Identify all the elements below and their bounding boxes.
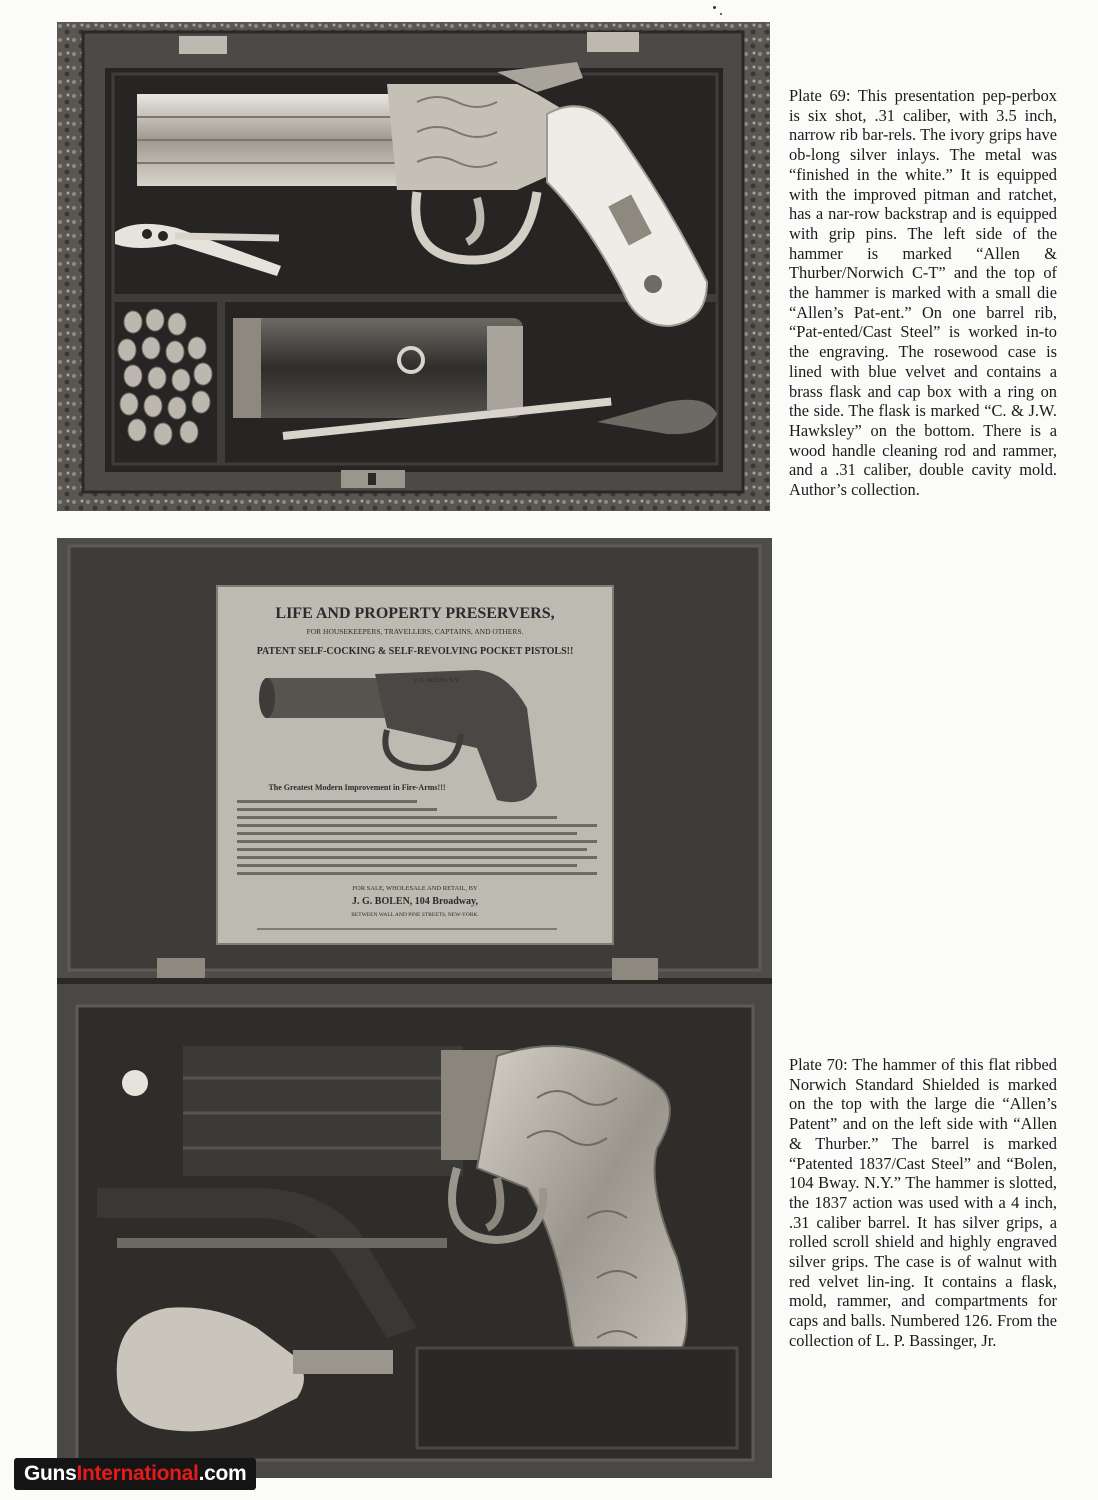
hinge-left	[157, 958, 205, 978]
hinge-right	[587, 32, 639, 52]
plate-69-caption: Plate 69: This presentation pep-perbox is six shot, .31 caliber, with 3.5 inch, narrow rib bar-rels. The ivory grips have ob-long silver inlays. The metal was “finished in the white.” It is equipped with the improved pitman and ratchet, has a nar-row backstrap and is equipped with grip pins. The left side of the hammer is marked “Allen & Thurber/Norwich C-T” and the top of the hammer is marked with a small die “Allen’s Pat-ent.” On one barrel rib, “Pat-ented/Cast Steel” is worked in-to the engraving. The rosewood case is lined with blue velvet and contains a brass flask and cap box with a ring on the side. The flask is marked “C. & J.W. Hawksley” on the bottom. There is a wood handle cleaning rod and rammer, and a .31 caliber, double cavity mold. Author’s collection.	[789, 86, 1057, 500]
case-label	[217, 586, 613, 944]
hinge-left	[179, 36, 227, 54]
plate-69-case-illustration	[57, 22, 770, 511]
label-subhead: FOR HOUSEKEEPERS, TRAVELLERS, CAPTAINS, AND OTHERS.	[306, 627, 524, 636]
label-title: PATENT SELF-COCKING & SELF-REVOLVING POCKET PISTOLS!!	[256, 646, 574, 657]
label-sale: FOR SALE, WHOLESALE AND RETAIL, BY	[352, 885, 478, 892]
label-gun-mark: J. G. BOLEN N.Y.	[414, 678, 460, 684]
watermark-part-1: Guns	[24, 1462, 77, 1485]
gunsinternational-watermark	[14, 1458, 256, 1490]
plate-70-photo	[57, 538, 772, 1478]
cap-compartment	[417, 1348, 737, 1448]
watermark-part-2: International	[76, 1462, 199, 1485]
plate-70-caption: Plate 70: The hammer of this flat ribbed Norwich Standard Shielded is marked on the top with the large die “Allen’s Patent” and on the left side with “Allen & Thurber.” The barrel is marked “Patented 1837/Cast Steel” and “Bolen, 104 Bway. N.Y.” The hammer is slotted, the 1837 action was used with a 4 inch, .31 caliber barrel. It has silver grips, a rolled scroll shield and highly engraved silver grips. The case is of walnut with red velvet lin-ing. It contains a flask, mold, rammer, and compartments for caps and balls. Numbered 126. From the collection of L. P. Bassinger, Jr.	[789, 1055, 1057, 1350]
hinge-right	[612, 958, 658, 980]
plate-70-case-illustration	[57, 538, 772, 1478]
rammer	[117, 1238, 447, 1248]
print-speck	[713, 6, 716, 9]
label-address: BETWEEN WALL AND PINE STREETS, NEW-YORK.	[351, 912, 479, 918]
plate-69-photo	[57, 22, 770, 511]
powder-flask	[233, 318, 523, 418]
label-improvement: The Greatest Modern Improvement in Fire-Arms!!!	[268, 783, 446, 792]
label-dealer: J. G. BOLEN, 104 Broadway,	[352, 896, 478, 907]
print-speck	[720, 13, 722, 15]
label-headline: LIFE AND PROPERTY PRESERVERS,	[275, 605, 555, 622]
watermark-part-3: .com	[198, 1462, 247, 1485]
ivory-pull	[122, 1070, 148, 1096]
